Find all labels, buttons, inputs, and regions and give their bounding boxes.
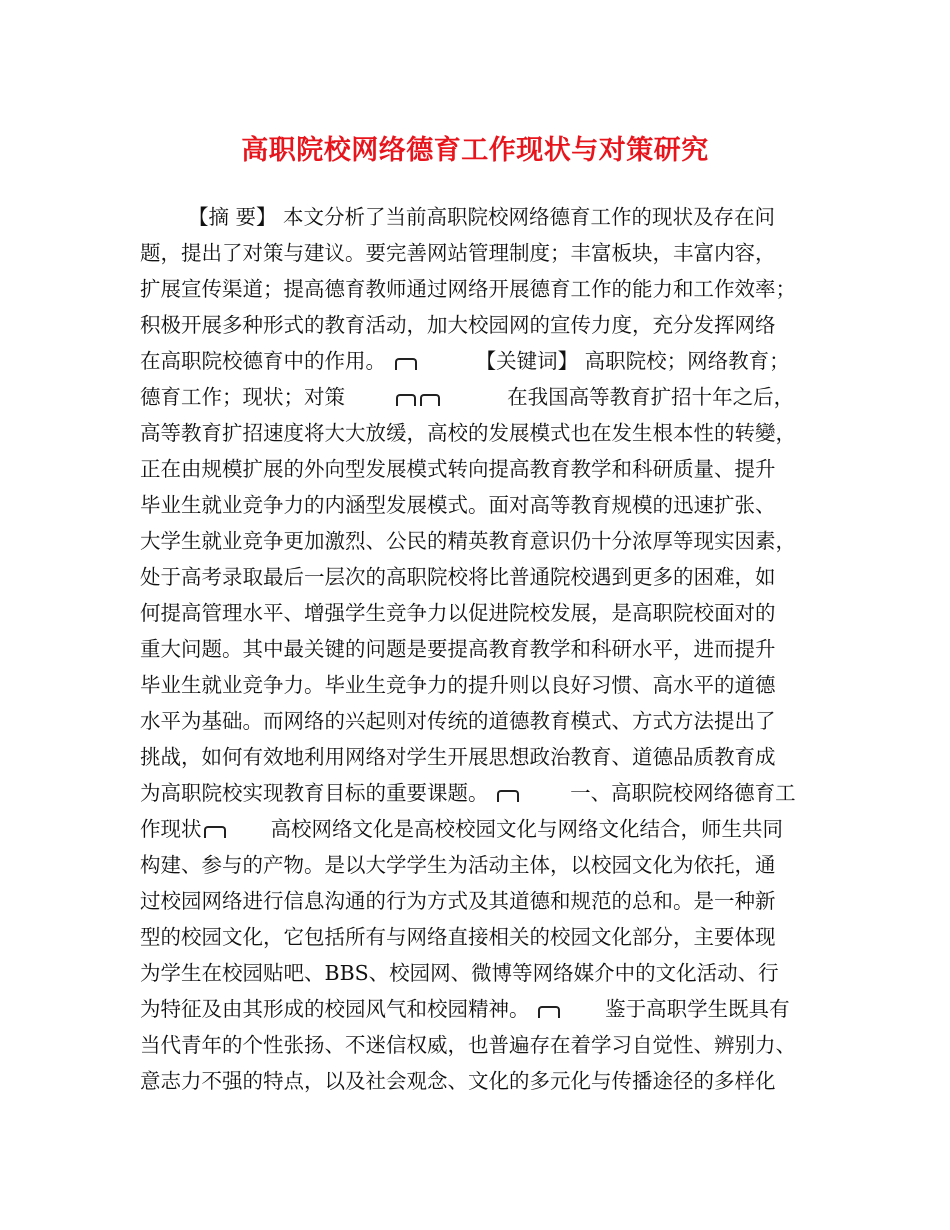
text-segment: 当代青年的个性张扬、不迷信权威，也普遍存在着学习自觉性、辨别力、 xyxy=(140,1033,796,1057)
text-segment: 为学生在校园贴吧、BBS、校园网、微博等网络媒介中的文化活动、行 xyxy=(140,961,779,985)
text-segment: 过校园网络进行信息沟通的行为方式及其道德和规范的总和。是一种新 xyxy=(140,889,776,913)
text-segment: 高校网络文化是高校校园文化与网络文化结合，师生共同 xyxy=(270,817,784,841)
text-segment: 正在由规模扩展的外向型发展模式转向提高教育教学和科研质量、提升 xyxy=(140,457,776,481)
text-line xyxy=(140,456,776,482)
text-segment: 扩展宣传渠道；提高德育教师通过网络开展德育工作的能力和工作效率； xyxy=(140,277,796,301)
text-line xyxy=(140,816,783,842)
text-segment: 【关键词】 高职院校；网络教育； xyxy=(475,349,790,373)
text-segment: 构建、参与的产物。是以大学学生为活动主体，以校园文化为依托，通 xyxy=(140,853,776,877)
text-segment: 在高职院校德育中的作用。 xyxy=(140,349,386,373)
text-line xyxy=(140,600,776,626)
paragraph-mark-icon xyxy=(204,826,226,838)
text-line xyxy=(140,384,794,410)
text-segment: 积极开展多种形式的教育活动，加大校园网的宣传力度，充分发挥网络 xyxy=(140,313,776,337)
paragraph-mark-icon xyxy=(538,1006,560,1018)
text-line xyxy=(188,204,775,230)
text-line xyxy=(140,672,776,698)
text-segment: 重大问题。其中最关键的问题是要提高教育教学和科研水平，进而提升 xyxy=(140,637,776,661)
text-segment: 德育工作；现状；对策 xyxy=(140,385,345,409)
text-segment: 鉴于高职学生既具有 xyxy=(605,997,790,1021)
text-line xyxy=(140,708,776,734)
text-segment: 何提高管理水平、增强学生竞争力以促进院校发展，是高职院校面对的 xyxy=(140,601,776,625)
text-segment: 为特征及由其形成的校园风气和校园精神。 xyxy=(140,997,530,1021)
paragraph-mark-icon xyxy=(396,394,416,406)
text-segment: 题，提出了对策与建议。要完善网站管理制度；丰富板块，丰富内容， xyxy=(140,241,776,265)
text-line xyxy=(140,924,776,950)
paragraph-mark-icon xyxy=(395,358,417,370)
paragraph-mark-icon xyxy=(497,790,519,802)
text-line xyxy=(140,276,796,302)
text-line xyxy=(140,492,776,518)
text-line xyxy=(140,348,790,374)
document-title: 高职院校网络德育工作现状与对策研究 xyxy=(241,135,709,166)
text-line xyxy=(140,636,776,662)
text-line xyxy=(140,852,776,878)
text-segment: 毕业生就业竞争力的内涵型发展模式。面对高等教育规模的迅速扩张、 xyxy=(140,493,776,517)
text-line xyxy=(140,744,776,770)
text-segment: 水平为基础。而网络的兴起则对传统的道德教育模式、方式方法提出了 xyxy=(140,709,776,733)
text-segment: 型的校园文化，它包括所有与网络直接相关的校园文化部分，主要体现 xyxy=(140,925,776,949)
text-line xyxy=(140,564,776,590)
text-segment: 高等教育扩招速度将大大放缓，高校的发展模式也在发生根本性的转變， xyxy=(140,421,796,445)
text-line xyxy=(140,960,779,986)
text-line xyxy=(140,312,776,338)
text-segment: 一、高职院校网络德育工 xyxy=(570,781,796,805)
text-segment: 意志力不强的特点，以及社会观念、文化的多元化与传播途径的多样化 xyxy=(140,1069,776,1093)
text-segment: 作现状 xyxy=(140,817,202,841)
text-line xyxy=(140,1032,796,1058)
text-line xyxy=(140,996,790,1022)
text-segment: 挑战，如何有效地利用网络对学生开展思想政治教育、道德品质教育成 xyxy=(140,745,776,769)
text-line xyxy=(140,528,796,554)
text-segment: 为高职院校实现教育目标的重要课题。 xyxy=(140,781,489,805)
text-segment: 【摘 要】 本文分析了当前高职院校网络德育工作的现状及存在问 xyxy=(188,205,776,229)
paragraph-mark-icon xyxy=(420,394,440,406)
text-segment: 处于高考录取最后一层次的高职院校将比普通院校遇到更多的困难，如 xyxy=(140,565,776,589)
text-line xyxy=(140,1068,776,1094)
text-line xyxy=(140,888,776,914)
text-line xyxy=(140,240,776,266)
text-line xyxy=(140,420,796,446)
text-line xyxy=(140,780,796,806)
text-segment: 在我国高等教育扩招十年之后， xyxy=(507,385,795,409)
text-segment: 大学生就业竞争更加激烈、公民的精英教育意识仍十分浓厚等现实因素， xyxy=(140,529,796,553)
text-segment: 毕业生就业竞争力。毕业生竞争力的提升则以良好习惯、高水平的道德 xyxy=(140,673,776,697)
